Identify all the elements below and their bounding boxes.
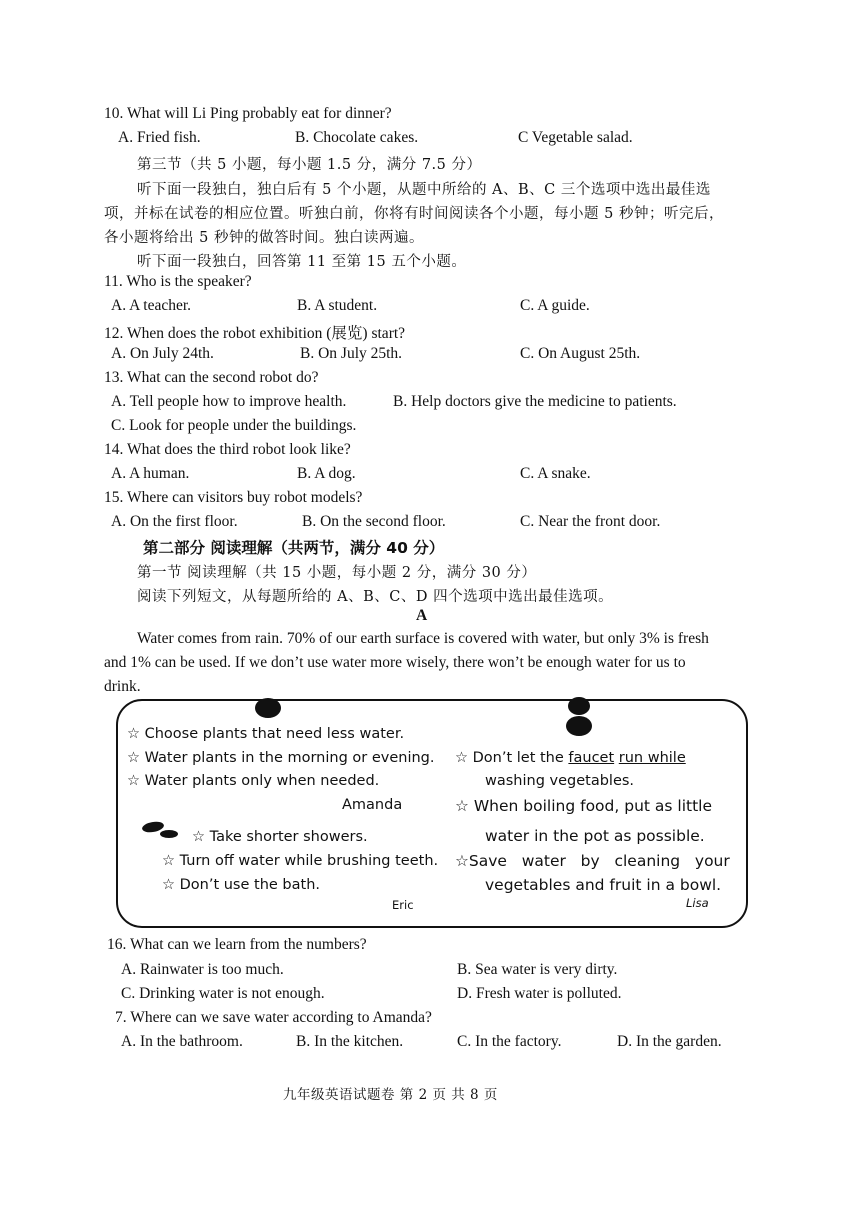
eric-tip-1 bbox=[192, 829, 368, 845]
lisa-name: Lisa bbox=[686, 896, 709, 910]
q14-option-a: A. A human. bbox=[111, 465, 190, 482]
ink-blot-decoration bbox=[160, 830, 178, 838]
page-footer: 九年级英语试题卷 第 2 页 共 8 页 bbox=[283, 1087, 498, 1103]
amanda-tip-2 bbox=[127, 750, 434, 766]
q14-stem: 14. What does the third robot look like? bbox=[104, 441, 351, 458]
section3-instruction-line2: 项，并标在试卷的相应位置。听独白前，你将有时间阅读各个小题，每小题 5 秒钟；听完后， bbox=[104, 206, 724, 222]
star-icon: ☆ bbox=[455, 852, 469, 870]
q16-option-c: C. Drinking water is not enough. bbox=[121, 985, 325, 1002]
star-icon: ☆ bbox=[162, 853, 175, 869]
ink-blot-decoration bbox=[255, 698, 281, 718]
q13-option-a: A. Tell people how to improve health. bbox=[111, 393, 347, 410]
q17-option-a: A. In the bathroom. bbox=[121, 1033, 243, 1050]
lisa-tip-3 bbox=[455, 852, 730, 870]
section3-instruction-line1: 听下面一段独白，独白后有 5 个小题，从题中所给的 A、B、C 三个选项中选出最佳选 bbox=[137, 182, 711, 198]
lisa-tip-3-text: Save water by cleaning your bbox=[468, 852, 730, 870]
passage-line3: drink. bbox=[104, 678, 141, 695]
passage-label: A bbox=[416, 607, 428, 624]
q17-option-c: C. In the factory. bbox=[457, 1033, 562, 1050]
lisa-tip-1-underlined-phrase: run while bbox=[618, 750, 686, 766]
eric-tip-1-text: Take shorter showers. bbox=[209, 829, 368, 845]
q10-option-b: B. Chocolate cakes. bbox=[295, 129, 419, 146]
star-icon: ☆ bbox=[455, 750, 468, 766]
lisa-tip-1-underlined-word: faucet bbox=[568, 750, 615, 766]
lisa-tip-1-continued: washing vegetables. bbox=[485, 773, 635, 789]
q13-stem: 13. What can the second robot do? bbox=[104, 369, 319, 386]
section3-title: 第三节（共 5 小题，每小题 1.5 分，满分 7.5 分） bbox=[137, 157, 482, 173]
q16-option-a: A. Rainwater is too much. bbox=[121, 961, 284, 978]
reading-instruction: 阅读下列短文，从每题所给的 A、B、C、D 四个选项中选出最佳选项。 bbox=[137, 589, 614, 605]
q12-stem: 12. When does the robot exhibition (展览) start? bbox=[104, 325, 406, 342]
star-icon: ☆ bbox=[127, 750, 140, 766]
lisa-tip-1-text: Don’t let the bbox=[472, 750, 569, 766]
q17-stem: 7. Where can we save water according to Amanda? bbox=[115, 1009, 432, 1026]
amanda-name: Amanda bbox=[342, 797, 403, 813]
amanda-tip-3-text: Water plants only when needed. bbox=[144, 773, 380, 789]
section3-instruction-line3: 各小题将给出 5 秒钟的做答时间。独白读两遍。 bbox=[104, 230, 424, 246]
ink-blot-decoration bbox=[568, 697, 590, 715]
q11-option-a: A. A teacher. bbox=[111, 297, 192, 314]
q13-option-b: B. Help doctors give the medicine to patients. bbox=[393, 393, 677, 410]
q10-stem: 10. What will Li Ping probably eat for dinner? bbox=[104, 105, 392, 122]
lisa-tip-3-continued: vegetables and fruit in a bowl. bbox=[485, 876, 722, 894]
q17-option-d: D. In the garden. bbox=[617, 1033, 722, 1050]
q10-option-c: C Vegetable salad. bbox=[518, 129, 633, 146]
star-icon: ☆ bbox=[455, 797, 469, 815]
part2-title: 第二部分 阅读理解（共两节，满分 40 分） bbox=[143, 539, 445, 557]
passage-line2: and 1% can be used. If we don’t use water more wisely, there won’t be enough water for us to bbox=[104, 654, 686, 671]
star-icon: ☆ bbox=[127, 773, 140, 789]
q14-option-b: B. A dog. bbox=[297, 465, 356, 482]
amanda-tip-1 bbox=[127, 726, 404, 742]
eric-tip-3 bbox=[162, 877, 320, 893]
star-icon: ☆ bbox=[127, 726, 140, 742]
q17-option-b: B. In the kitchen. bbox=[296, 1033, 404, 1050]
star-icon: ☆ bbox=[162, 877, 175, 893]
q14-option-c: C. A snake. bbox=[520, 465, 591, 482]
q11-option-b: B. A student. bbox=[297, 297, 378, 314]
passage-line1: Water comes from rain. 70% of our earth surface is covered with water, but only 3% is fresh bbox=[137, 630, 709, 647]
q13-option-c: C. Look for people under the buildings. bbox=[111, 417, 357, 434]
q15-option-a: A. On the first floor. bbox=[111, 513, 238, 530]
ink-blot-decoration bbox=[566, 716, 592, 736]
q15-stem: 15. Where can visitors buy robot models? bbox=[104, 489, 363, 506]
q15-option-c: C. Near the front door. bbox=[520, 513, 661, 530]
q12-option-a: A. On July 24th. bbox=[111, 345, 214, 362]
lisa-tip-2-text: When boiling food, put as little bbox=[473, 797, 713, 815]
q12-option-c: C. On August 25th. bbox=[520, 345, 641, 362]
amanda-tip-1-text: Choose plants that need less water. bbox=[144, 726, 405, 742]
star-icon: ☆ bbox=[192, 829, 205, 845]
section3-instruction-line4: 听下面一段独白，回答第 11 至第 15 五个小题。 bbox=[137, 254, 467, 270]
q11-option-c: C. A guide. bbox=[520, 297, 590, 314]
amanda-tip-2-text: Water plants in the morning or evening. bbox=[144, 750, 435, 766]
lisa-tip-2 bbox=[455, 797, 712, 815]
eric-tip-2 bbox=[162, 853, 438, 869]
q16-stem: 16. What can we learn from the numbers? bbox=[107, 936, 367, 953]
q11-stem: 11. Who is the speaker? bbox=[104, 273, 252, 290]
eric-name: Eric bbox=[392, 898, 414, 912]
q10-option-a: A. Fried fish. bbox=[118, 129, 201, 146]
eric-tip-3-text: Don’t use the bath. bbox=[179, 877, 320, 893]
q16-option-b: B. Sea water is very dirty. bbox=[457, 961, 618, 978]
q16-option-d: D. Fresh water is polluted. bbox=[457, 985, 622, 1002]
reading-section1-title: 第一节 阅读理解（共 15 小题，每小题 2 分，满分 30 分） bbox=[137, 565, 537, 581]
q15-option-b: B. On the second floor. bbox=[302, 513, 446, 530]
eric-tip-2-text: Turn off water while brushing teeth. bbox=[179, 853, 439, 869]
lisa-tip-1 bbox=[455, 750, 686, 766]
amanda-tip-3 bbox=[127, 773, 379, 789]
lisa-tip-2-continued: water in the pot as possible. bbox=[485, 827, 705, 845]
q12-option-b: B. On July 25th. bbox=[300, 345, 403, 362]
